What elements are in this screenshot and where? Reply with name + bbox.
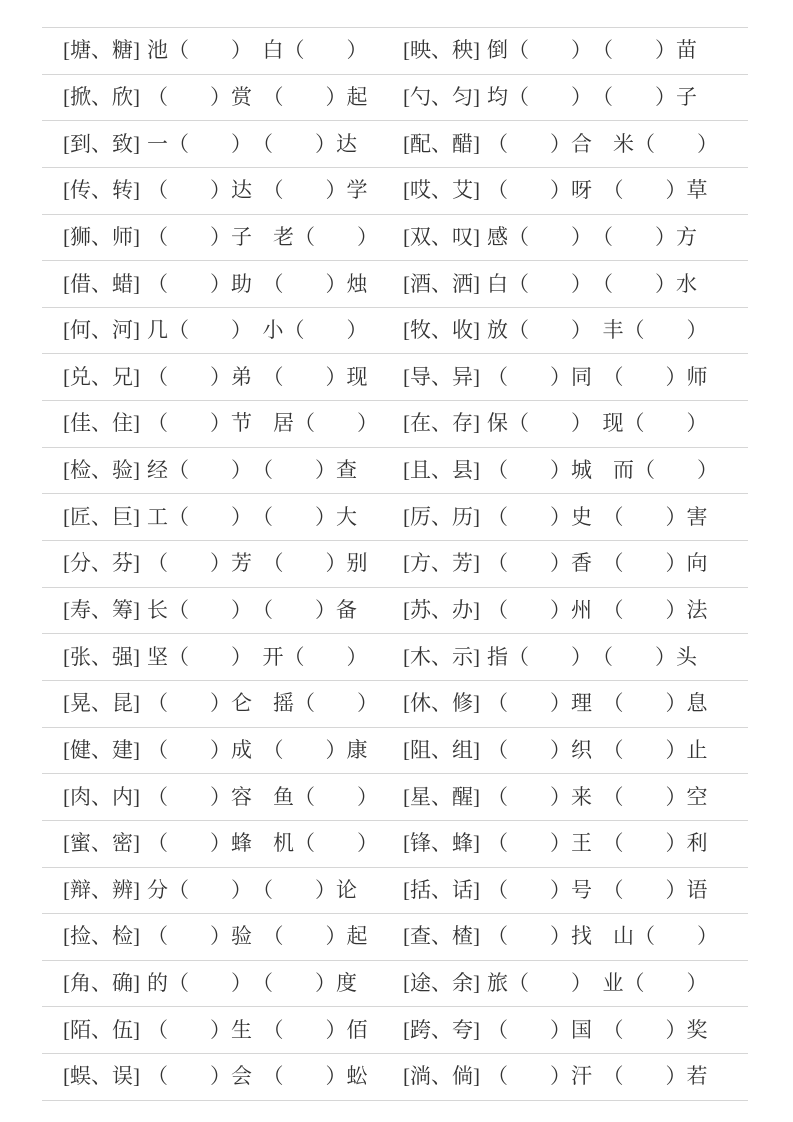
character-pair-options: [牧、收] <box>403 318 480 343</box>
exercise-cell-left <box>42 460 403 481</box>
character-pair-options: [匠、巨] <box>63 504 140 529</box>
character-pair-options: [塘、糖] <box>63 38 140 63</box>
exercise-row <box>42 633 748 680</box>
fill-in-blank-phrases: （ ）芳 （ ）别 <box>147 551 368 576</box>
fill-in-blank-phrases: 旅（ ） 业（ ） <box>487 971 708 996</box>
fill-in-blank-phrases: （ ）蜂 机（ ） <box>147 831 378 856</box>
exercise-row <box>42 353 748 400</box>
character-pair-options: [在、存] <box>403 411 480 436</box>
exercise-cell-left <box>42 553 403 574</box>
fill-in-blank-phrases: 工（ ） （ ）大 <box>147 504 357 529</box>
character-pair-options: [方、芳] <box>403 551 480 576</box>
exercise-cell-right <box>403 271 748 296</box>
exercise-cell-right <box>403 1066 748 1087</box>
exercise-cell-right <box>403 131 748 156</box>
exercise-cell-right <box>403 460 748 481</box>
fill-in-blank-phrases: （ ）赏 （ ）起 <box>147 84 368 109</box>
fill-in-blank-phrases: （ ）同 （ ）师 <box>487 364 708 389</box>
exercise-cell-left <box>42 737 403 762</box>
fill-in-blank-phrases: （ ）来 （ ）空 <box>487 784 708 809</box>
character-pair-options: [锋、蜂] <box>403 831 480 856</box>
exercise-cell-right <box>403 833 748 854</box>
exercise-cell-left <box>42 926 403 947</box>
character-pair-options: [晃、昆] <box>63 691 140 716</box>
fill-in-blank-phrases: 感（ ） （ ）方 <box>487 224 697 249</box>
character-pair-options: [且、县] <box>403 458 480 483</box>
exercise-row <box>42 913 748 960</box>
character-pair-options: [寿、筹] <box>63 598 140 622</box>
exercise-cell-right <box>403 784 748 809</box>
exercise-cell-right <box>403 877 748 902</box>
fill-in-blank-phrases: 指（ ） （ ）头 <box>487 644 697 669</box>
exercise-row <box>42 587 748 634</box>
fill-in-blank-phrases: （ ）弟 （ ）现 <box>147 364 368 389</box>
fill-in-blank-phrases: 长（ ） （ ）备 <box>147 598 357 622</box>
exercise-cell-right <box>403 737 748 762</box>
exercise-cell-left <box>42 504 403 529</box>
exercise-cell-right <box>403 644 748 669</box>
exercise-cell-right <box>403 40 748 61</box>
character-pair-options: [肉、内] <box>63 784 140 809</box>
character-pair-options: [传、转] <box>63 178 140 203</box>
character-pair-options: [分、芬] <box>63 551 140 576</box>
exercise-cell-left <box>42 40 403 61</box>
fill-in-blank-phrases: （ ）达 （ ）学 <box>147 178 368 203</box>
character-pair-options: [括、话] <box>403 877 480 902</box>
fill-in-blank-phrases: （ ）理 （ ）息 <box>487 691 708 716</box>
fill-in-blank-phrases: （ ）香 （ ）向 <box>487 551 708 576</box>
fill-in-blank-phrases: （ ）州 （ ）法 <box>487 598 708 622</box>
character-pair-options: [掀、欣] <box>63 84 140 109</box>
fill-in-blank-phrases: （ ）织 （ ）止 <box>487 737 708 762</box>
exercise-cell-left <box>42 131 403 156</box>
fill-in-blank-phrases: 一（ ） （ ）达 <box>147 131 357 156</box>
exercise-cell-left <box>42 180 403 201</box>
exercise-row <box>42 680 748 727</box>
character-pair-options: [到、致] <box>63 131 140 156</box>
exercise-cell-right <box>403 84 748 109</box>
exercise-cell-right <box>403 180 748 201</box>
exercise-cell-left <box>42 693 403 714</box>
fill-in-blank-phrases: （ ）验 （ ）起 <box>147 924 368 949</box>
fill-in-blank-phrases: 保（ ） 现（ ） <box>487 411 708 436</box>
exercise-cell-right <box>403 1017 748 1042</box>
exercise-cell-right <box>403 973 748 994</box>
fill-in-blank-phrases: （ ）呀 （ ）草 <box>487 178 708 203</box>
exercise-cell-right <box>403 926 748 947</box>
fill-in-blank-phrases: （ ）找 山（ ） <box>487 924 718 949</box>
character-pair-options: [兑、兄] <box>63 364 140 389</box>
exercise-row <box>42 960 748 1007</box>
character-pair-options: [双、叹] <box>403 224 480 249</box>
character-pair-options: [陌、伍] <box>63 1017 140 1042</box>
exercise-row <box>42 260 748 307</box>
exercise-table <box>42 27 748 1101</box>
exercise-row <box>42 727 748 774</box>
exercise-row <box>42 400 748 447</box>
exercise-cell-left <box>42 271 403 296</box>
fill-in-blank-phrases: （ ）史 （ ）害 <box>487 504 708 529</box>
fill-in-blank-phrases: （ ）成 （ ）康 <box>147 737 368 762</box>
fill-in-blank-phrases: （ ）城 而（ ） <box>487 458 718 483</box>
exercise-row <box>42 493 748 540</box>
character-pair-options: [狮、师] <box>63 224 140 249</box>
fill-in-blank-phrases: 分（ ） （ ）论 <box>147 877 357 902</box>
exercise-row <box>42 120 748 167</box>
exercise-cell-left <box>42 1066 403 1087</box>
exercise-row <box>42 1053 748 1100</box>
exercise-row <box>42 447 748 494</box>
character-pair-options: [辩、辨] <box>63 877 140 902</box>
character-pair-options: [检、验] <box>63 458 140 483</box>
fill-in-blank-phrases: 坚（ ） 开（ ） <box>147 644 368 669</box>
character-pair-options: [跨、夸] <box>403 1017 480 1042</box>
character-pair-options: [星、醒] <box>403 784 480 809</box>
character-pair-options: [蜜、密] <box>63 831 140 856</box>
fill-in-blank-phrases: 几（ ） 小（ ） <box>147 318 368 343</box>
exercise-row <box>42 214 748 261</box>
exercise-cell-right <box>403 504 748 529</box>
character-pair-options: [导、异] <box>403 364 480 389</box>
fill-in-blank-phrases: （ ）汗 （ ）若 <box>487 1064 708 1089</box>
exercise-cell-right <box>403 224 748 249</box>
exercise-row <box>42 1006 748 1053</box>
exercise-row <box>42 74 748 121</box>
fill-in-blank-phrases: 池（ ） 白（ ） <box>147 38 368 63</box>
exercise-row <box>42 540 748 587</box>
fill-in-blank-phrases: （ ）助 （ ）烛 <box>147 271 368 296</box>
fill-in-blank-phrases: 的（ ） （ ）度 <box>147 971 357 996</box>
exercise-row <box>42 307 748 354</box>
fill-in-blank-phrases: （ ）号 （ ）语 <box>487 877 708 902</box>
fill-in-blank-phrases: （ ）会 （ ）蚣 <box>147 1064 368 1089</box>
character-pair-options: [配、醋] <box>403 131 480 156</box>
character-pair-options: [哎、艾] <box>403 178 480 203</box>
fill-in-blank-phrases: （ ）仑 摇（ ） <box>147 691 378 716</box>
exercise-cell-left <box>42 877 403 902</box>
fill-in-blank-phrases: 均（ ） （ ）子 <box>487 84 697 109</box>
exercise-cell-left <box>42 833 403 854</box>
exercise-cell-left <box>42 1017 403 1042</box>
exercise-cell-left <box>42 320 403 341</box>
exercise-row <box>42 820 748 867</box>
exercise-row <box>42 27 748 74</box>
exercise-row <box>42 867 748 914</box>
character-pair-options: [佳、住] <box>63 411 140 436</box>
character-pair-options: [厉、历] <box>403 504 480 529</box>
character-pair-options: [映、秧] <box>403 38 480 63</box>
fill-in-blank-phrases: （ ）合 米（ ） <box>487 131 718 156</box>
exercise-cell-right <box>403 413 748 434</box>
fill-in-blank-phrases: （ ）节 居（ ） <box>147 411 378 436</box>
exercise-cell-left <box>42 784 403 809</box>
fill-in-blank-phrases: （ ）容 鱼（ ） <box>147 784 378 809</box>
fill-in-blank-phrases: 放（ ） 丰（ ） <box>487 318 708 343</box>
character-pair-options: [借、蜡] <box>63 271 140 296</box>
fill-in-blank-phrases: （ ）国 （ ）奖 <box>487 1017 708 1042</box>
fill-in-blank-phrases: （ ）子 老（ ） <box>147 224 378 249</box>
exercise-cell-left <box>42 364 403 389</box>
exercise-row <box>42 773 748 820</box>
exercise-cell-left <box>42 973 403 994</box>
character-pair-options: [苏、办] <box>403 598 480 622</box>
character-pair-options: [勺、匀] <box>403 84 480 109</box>
character-pair-options: [蜈、误] <box>63 1064 140 1089</box>
character-pair-options: [查、楂] <box>403 924 480 949</box>
fill-in-blank-phrases: 经（ ） （ ）查 <box>147 458 357 483</box>
character-pair-options: [角、确] <box>63 971 140 996</box>
exercise-cell-right <box>403 600 748 621</box>
character-pair-options: [休、修] <box>403 691 480 716</box>
exercise-cell-right <box>403 320 748 341</box>
exercise-cell-right <box>403 693 748 714</box>
character-pair-options: [阻、组] <box>403 737 480 762</box>
fill-in-blank-phrases: 倒（ ） （ ）苗 <box>487 38 697 63</box>
character-pair-options: [何、河] <box>63 318 140 343</box>
exercise-cell-left <box>42 84 403 109</box>
exercise-cell-left <box>42 224 403 249</box>
character-pair-options: [木、示] <box>403 644 480 669</box>
character-pair-options: [捡、检] <box>63 924 140 949</box>
exercise-cell-left <box>42 413 403 434</box>
fill-in-blank-phrases: （ ）王 （ ）利 <box>487 831 708 856</box>
exercise-cell-left <box>42 600 403 621</box>
character-pair-options: [张、强] <box>63 644 140 669</box>
exercise-cell-left <box>42 644 403 669</box>
character-pair-options: [途、余] <box>403 971 480 996</box>
exercise-row <box>42 167 748 214</box>
fill-in-blank-phrases: 白（ ） （ ）水 <box>487 271 697 296</box>
character-pair-options: [淌、倘] <box>403 1064 480 1089</box>
character-pair-options: [健、建] <box>63 737 140 762</box>
character-pair-options: [酒、洒] <box>403 271 480 296</box>
fill-in-blank-phrases: （ ）生 （ ）佰 <box>147 1017 368 1042</box>
exercise-cell-right <box>403 364 748 389</box>
exercise-cell-right <box>403 553 748 574</box>
